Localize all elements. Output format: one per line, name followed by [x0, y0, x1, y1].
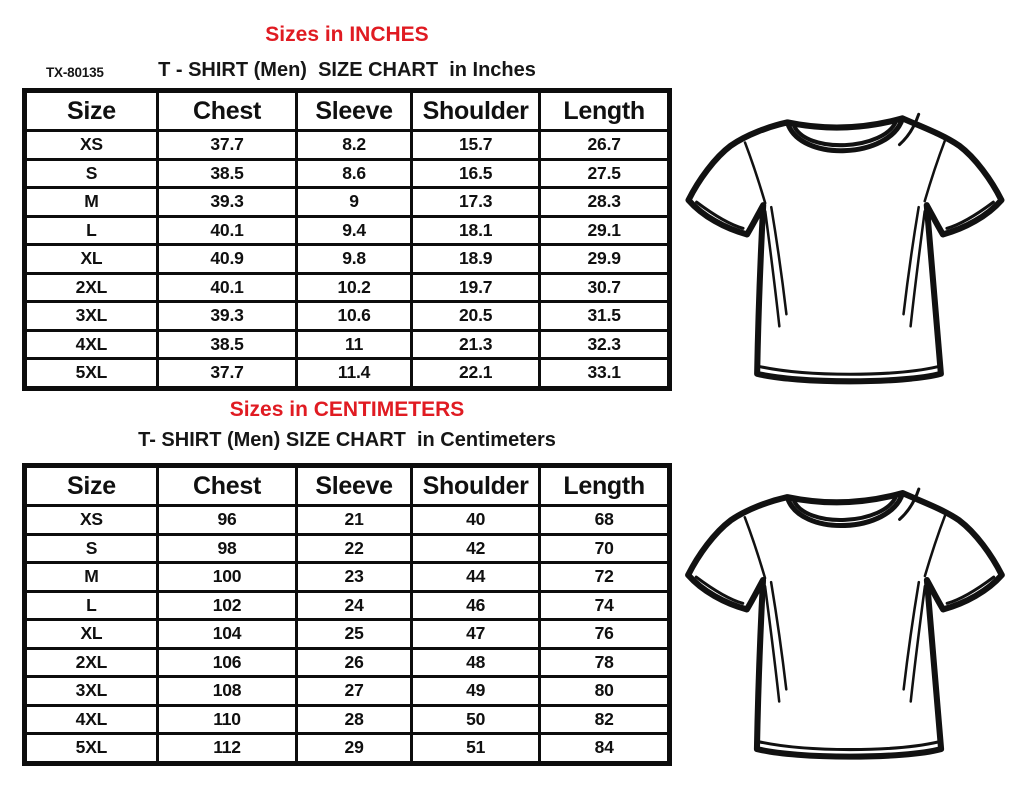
- measurement-value: 8.2: [297, 131, 412, 160]
- measurement-value: 8.6: [297, 159, 412, 188]
- size-label: 4XL: [25, 330, 158, 359]
- measurement-value: 29.1: [540, 216, 670, 245]
- column-header-length: Length: [540, 466, 670, 506]
- measurement-value: 102: [157, 591, 296, 620]
- measurement-value: 76: [540, 620, 670, 649]
- size-row-5xl: [25, 359, 670, 389]
- measurement-value: 28.3: [540, 188, 670, 217]
- measurement-value: 100: [157, 563, 296, 592]
- measurement-value: 22.1: [411, 359, 539, 389]
- size-row-m: [25, 188, 670, 217]
- size-label: 4XL: [25, 705, 158, 734]
- measurement-value: 40.9: [157, 245, 296, 274]
- size-row-xl: [25, 620, 670, 649]
- inches-section-heading: Sizes in INCHES: [265, 23, 429, 46]
- measurement-value: 18.1: [411, 216, 539, 245]
- size-row-5xl: [25, 734, 670, 764]
- size-row-3xl: [25, 302, 670, 331]
- measurement-value: 38.5: [157, 159, 296, 188]
- size-label: 3XL: [25, 302, 158, 331]
- column-header-size: Size: [25, 466, 158, 506]
- measurement-value: 18.9: [411, 245, 539, 274]
- column-header-sleeve: Sleeve: [297, 466, 412, 506]
- measurement-value: 28: [297, 705, 412, 734]
- measurement-value: 38.5: [157, 330, 296, 359]
- header-row: [25, 466, 670, 506]
- measurement-value: 72: [540, 563, 670, 592]
- size-label: L: [25, 216, 158, 245]
- measurement-value: 39.3: [157, 302, 296, 331]
- size-row-l: [25, 216, 670, 245]
- measurement-value: 19.7: [411, 273, 539, 302]
- size-label: M: [25, 563, 158, 592]
- column-header-chest: Chest: [157, 466, 296, 506]
- measurement-value: 22: [297, 534, 412, 563]
- measurement-value: 46: [411, 591, 539, 620]
- size-label: XS: [25, 131, 158, 160]
- size-label: XS: [25, 506, 158, 535]
- measurement-value: 40.1: [157, 273, 296, 302]
- size-row-m: [25, 563, 670, 592]
- measurement-value: 84: [540, 734, 670, 764]
- inches-chart-title: T - SHIRT (Men) SIZE CHART in Inches: [158, 59, 536, 81]
- measurement-value: 30.7: [540, 273, 670, 302]
- measurement-value: 27: [297, 677, 412, 706]
- size-row-s: [25, 159, 670, 188]
- size-row-s: [25, 534, 670, 563]
- measurement-value: 23: [297, 563, 412, 592]
- measurement-value: 29.9: [540, 245, 670, 274]
- column-header-shoulder: Shoulder: [411, 466, 539, 506]
- size-row-xs: [25, 506, 670, 535]
- measurement-value: 98: [157, 534, 296, 563]
- measurement-value: 78: [540, 648, 670, 677]
- measurement-value: 15.7: [411, 131, 539, 160]
- measurement-value: 17.3: [411, 188, 539, 217]
- measurement-value: 20.5: [411, 302, 539, 331]
- column-header-sleeve: Sleeve: [297, 91, 412, 131]
- measurement-value: 68: [540, 506, 670, 535]
- measurement-value: 26.7: [540, 131, 670, 160]
- size-label: 5XL: [25, 359, 158, 389]
- size-label: 5XL: [25, 734, 158, 764]
- size-label: S: [25, 534, 158, 563]
- measurement-value: 21.3: [411, 330, 539, 359]
- measurement-value: 80: [540, 677, 670, 706]
- measurement-value: 26: [297, 648, 412, 677]
- measurement-value: 37.7: [157, 359, 296, 389]
- measurement-value: 44: [411, 563, 539, 592]
- column-header-size: Size: [25, 91, 158, 131]
- size-label: XL: [25, 620, 158, 649]
- size-row-2xl: [25, 648, 670, 677]
- measurement-value: 24: [297, 591, 412, 620]
- measurement-value: 37.7: [157, 131, 296, 160]
- measurement-value: 31.5: [540, 302, 670, 331]
- measurement-value: 40: [411, 506, 539, 535]
- measurement-value: 11: [297, 330, 412, 359]
- product-code-label: TX-80135: [46, 65, 104, 80]
- size-label: XL: [25, 245, 158, 274]
- size-row-4xl: [25, 705, 670, 734]
- measurement-value: 51: [411, 734, 539, 764]
- measurement-value: 32.3: [540, 330, 670, 359]
- size-label: 2XL: [25, 648, 158, 677]
- measurement-value: 33.1: [540, 359, 670, 389]
- measurement-value: 40.1: [157, 216, 296, 245]
- size-row-xl: [25, 245, 670, 274]
- size-row-2xl: [25, 273, 670, 302]
- measurement-value: 106: [157, 648, 296, 677]
- measurement-value: 50: [411, 705, 539, 734]
- size-label: M: [25, 188, 158, 217]
- measurement-value: 39.3: [157, 188, 296, 217]
- column-header-length: Length: [540, 91, 670, 131]
- size-label: 2XL: [25, 273, 158, 302]
- measurement-value: 108: [157, 677, 296, 706]
- measurement-value: 74: [540, 591, 670, 620]
- measurement-value: 47: [411, 620, 539, 649]
- size-row-l: [25, 591, 670, 620]
- measurement-value: 10.6: [297, 302, 412, 331]
- size-label: L: [25, 591, 158, 620]
- measurement-value: 16.5: [411, 159, 539, 188]
- measurement-value: 49: [411, 677, 539, 706]
- measurement-value: 9.4: [297, 216, 412, 245]
- measurement-value: 48: [411, 648, 539, 677]
- size-row-xs: [25, 131, 670, 160]
- centimeters-section-heading: Sizes in CENTIMETERS: [229, 398, 465, 421]
- size-row-3xl: [25, 677, 670, 706]
- measurement-value: 96: [157, 506, 296, 535]
- inches-size-table: [22, 88, 672, 391]
- size-label: 3XL: [25, 677, 158, 706]
- measurement-value: 21: [297, 506, 412, 535]
- measurement-value: 9: [297, 188, 412, 217]
- measurement-value: 25: [297, 620, 412, 649]
- measurement-value: 9.8: [297, 245, 412, 274]
- tshirt-outline-illustration-bottom: [676, 455, 1020, 777]
- header-row: [25, 91, 670, 131]
- measurement-value: 27.5: [540, 159, 670, 188]
- centimeters-chart-title: T- SHIRT (Men) SIZE CHART in Centimeters: [138, 429, 556, 451]
- column-header-shoulder: Shoulder: [411, 91, 539, 131]
- measurement-value: 42: [411, 534, 539, 563]
- measurement-value: 110: [157, 705, 296, 734]
- measurement-value: 112: [157, 734, 296, 764]
- measurement-value: 29: [297, 734, 412, 764]
- measurement-value: 10.2: [297, 273, 412, 302]
- column-header-chest: Chest: [157, 91, 296, 131]
- measurement-value: 11.4: [297, 359, 412, 389]
- tshirt-outline-illustration-top: [676, 82, 1020, 400]
- size-label: S: [25, 159, 158, 188]
- size-row-4xl: [25, 330, 670, 359]
- measurement-value: 70: [540, 534, 670, 563]
- measurement-value: 82: [540, 705, 670, 734]
- centimeters-size-table: [22, 463, 672, 766]
- measurement-value: 104: [157, 620, 296, 649]
